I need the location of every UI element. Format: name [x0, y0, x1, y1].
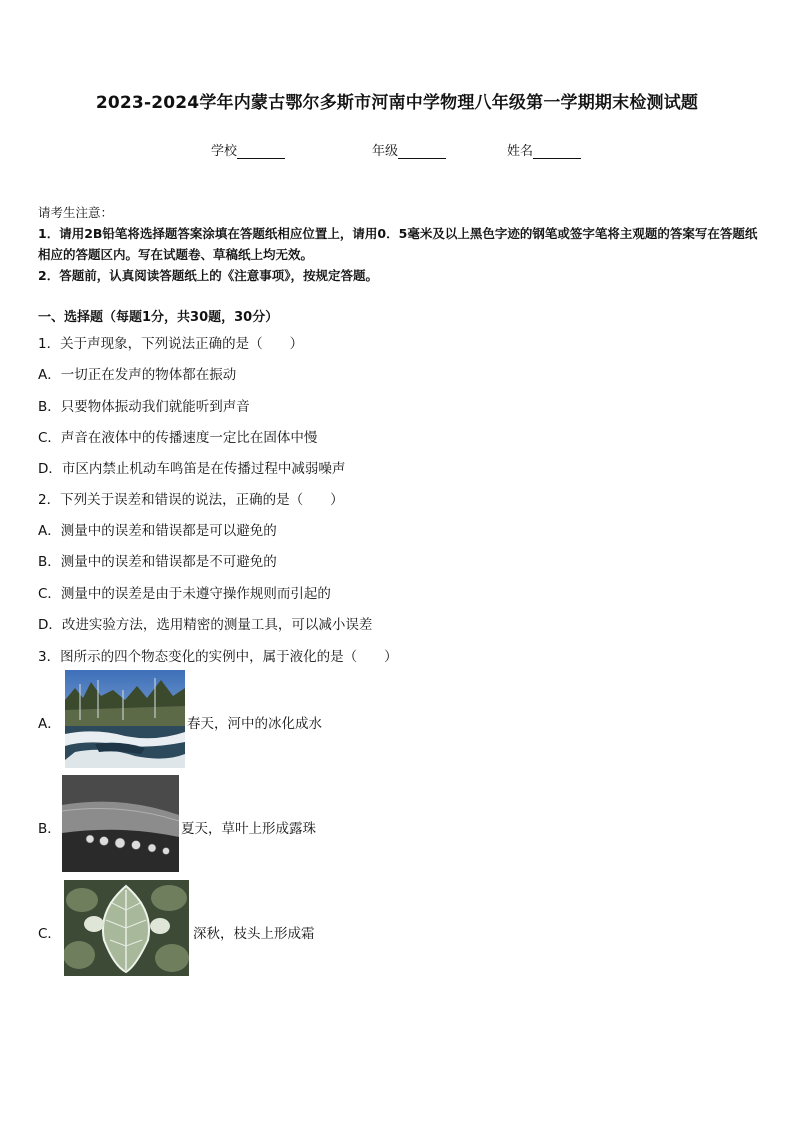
- school-field: [211, 140, 285, 159]
- river-ice-photo: [65, 670, 185, 768]
- question-3-stem: 3．图所示的四个物态变化的实例中，属于液化的是（ ）: [38, 649, 398, 665]
- question-1-option-c: C．声音在液体中的传播速度一定比在固体中慢: [38, 430, 318, 446]
- notice-block: [38, 202, 760, 286]
- question-2-option-a: A．测量中的误差和错误都是可以避免的: [38, 523, 277, 539]
- grade-field: [372, 140, 446, 159]
- question-1-option-a: A．一切正在发声的物体都在振动: [38, 367, 237, 383]
- name-field: [507, 140, 581, 159]
- notice-heading: 请考生注意：: [38, 205, 114, 220]
- option-letter: A．: [38, 716, 61, 732]
- grade-label: 年级: [372, 144, 399, 159]
- option-caption: 春天，河中的冰化成水: [187, 716, 322, 732]
- notice-item-1: 1．请用2B铅笔将选择题答案涂填在答题纸相应位置上，请用0．5毫米及以上黑色字迹的钢笔或签字笔将主观题的答案写在答题纸相应的答题区内。写在试题卷、草稿纸上均无效。: [38, 226, 758, 262]
- question-2-option-c: C．测量中的误差是由于未遵守操作规则而引起的: [38, 586, 331, 602]
- option-letter: B．: [38, 821, 61, 837]
- option-letter: C．: [38, 926, 61, 942]
- name-label: 姓名: [507, 144, 534, 159]
- page-title: 2023-2024学年内蒙古鄂尔多斯市河南中学物理八年级第一学期期末检测试题: [95, 93, 699, 113]
- name-blank: [533, 146, 581, 159]
- frost-leaves-photo: [64, 880, 189, 976]
- question-1-option-b: B．只要物体振动我们就能听到声音: [38, 399, 250, 415]
- option-caption: 夏天，草叶上形成露珠: [181, 821, 316, 837]
- section-title: 一、选择题（每题1分，共30题，30分）: [38, 310, 279, 325]
- notice-item-2: 2．答题前，认真阅读答题纸上的《注意事项》，按规定答题。: [38, 268, 378, 283]
- dew-leaf-photo: [62, 775, 179, 872]
- question-1-option-d: D．市区内禁止机动车鸣笛是在传播过程中减弱噪声: [38, 461, 346, 477]
- question-2-option-b: B．测量中的误差和错误都是不可避免的: [38, 554, 277, 570]
- grade-blank: [398, 146, 446, 159]
- option-caption: 深秋，枝头上形成霜: [193, 926, 315, 942]
- school-blank: [237, 146, 285, 159]
- question-2-stem: 2．下列关于误差和错误的说法，正确的是（ ）: [38, 492, 344, 508]
- question-1-stem: 1．关于声现象，下列说法正确的是（ ）: [38, 336, 304, 352]
- school-label: 学校: [211, 144, 238, 159]
- question-2-option-d: D．改进实验方法，选用精密的测量工具，可以减小误差: [38, 617, 373, 633]
